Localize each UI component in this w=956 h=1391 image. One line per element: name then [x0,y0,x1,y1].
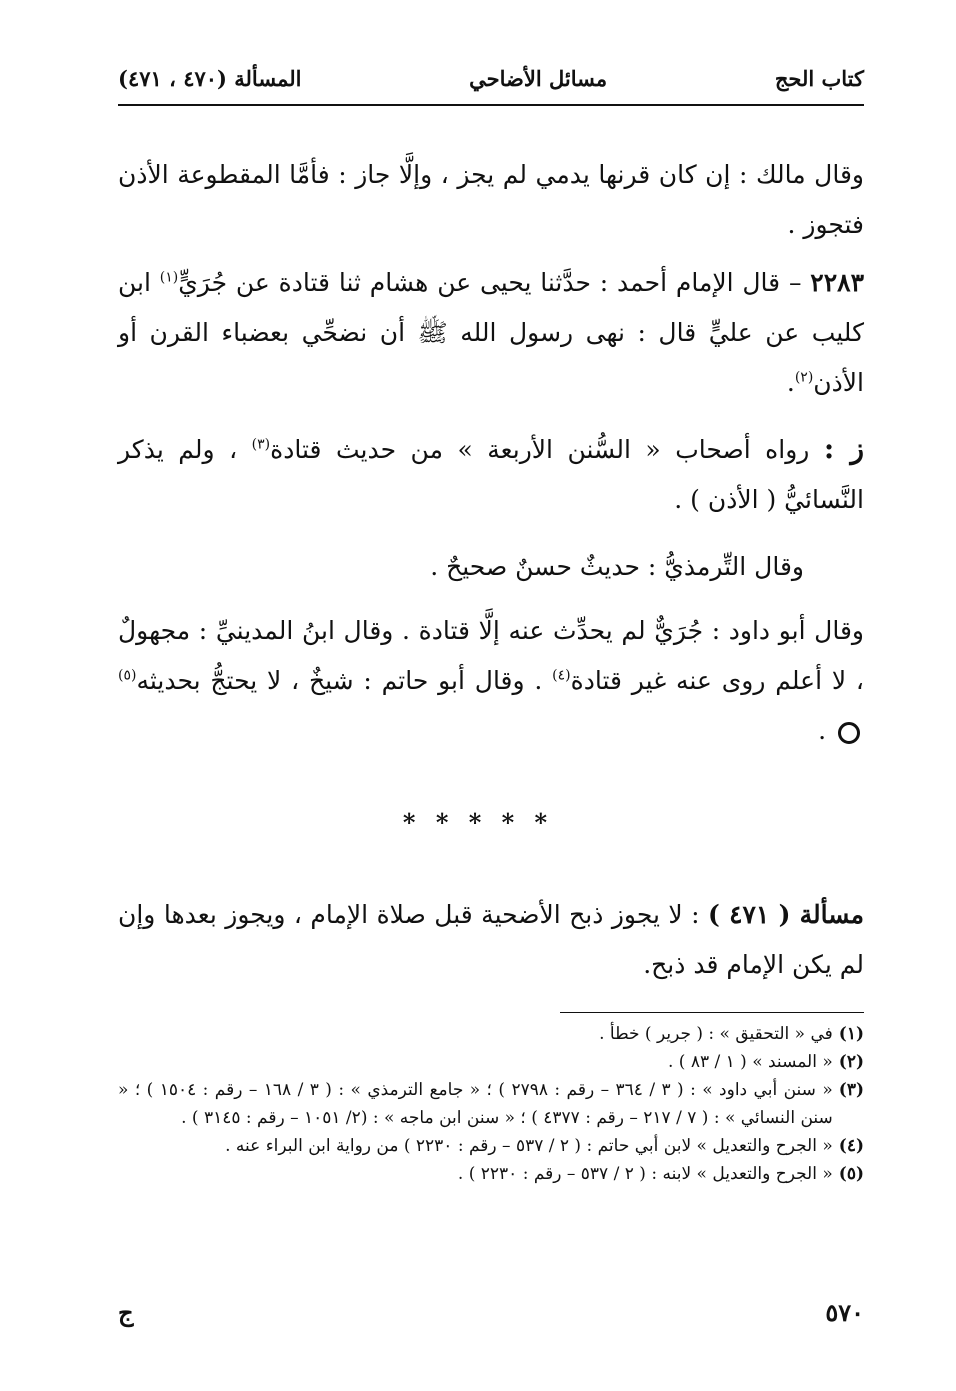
running-header [118,58,864,98]
page-number: ٥٧٠ [825,1298,864,1327]
issue-471 [118,890,864,990]
paragraph-text-part2: ، ولم يذكر النَّسائيُّ ( الأذن ) . [118,435,864,514]
footnote-item [118,1160,864,1188]
hadith-2283 [118,258,864,408]
footnote-item [118,1020,864,1048]
footnote-ref-2: (٢) [794,369,814,386]
paragraph-malik [118,150,864,250]
footnote-text: « المسند » ( ١ / ٨٣ ) . [667,1052,833,1072]
footnote-ref-1: (١) [159,269,179,286]
section-separator-stars: * * * * * [402,808,554,837]
footnote-ref-3: (٣) [251,436,271,453]
paragraph-text: وقال التِّرمذيُّ : حديثٌ حسنٌ صحيحٌ . [430,552,804,581]
issue-label: مسألة ( ٤٧١ ) [708,900,864,929]
paragraph-text-part1: وقال أبو داود : جُرَيٌّ لم يحدِّث عنه إلَّا قتادة . وقال ابنُ المدينيِّ : مجهولٌ ، لا أعلم روى عنه غير قتادة [118,616,864,695]
footnote-item [118,1076,864,1132]
footnote-item [118,1132,864,1160]
paragraph-text-part2: . وقال أبو حاتم : شيخٌ ، لا يحتجُّ بحديثه [136,666,553,695]
hadith-number: ٢٢٨٣ [810,268,864,297]
footnote-text: « الجرح والتعديل » لابنه : ( ٢ / ٥٣٧ – رقم : ٢٢٣٠ ) . [457,1164,833,1184]
page-footer [118,1298,864,1327]
hadith-text-part2: ابن كليب عن عليٍّ قال : نهى رسول الله ﷺ أن نضحِّي بعضباء القرن أو الأذن [118,268,864,397]
footnote-number: (٤) [838,1136,864,1156]
paragraph-tirmidhi [118,542,864,592]
footnote-divider [560,1012,864,1013]
paragraph-takhrij [118,424,864,525]
footnote-number: (١) [838,1024,864,1044]
footnote-text: في « التحقيق » : ( جرير ) خطأ . [599,1024,833,1044]
footnote-text: « الجرح والتعديل » لابن أبي حاتم : ( ٢ / ٥٣٧ – رقم : ٢٢٣٠ ) من رواية ابن البراء عنه . [225,1136,833,1156]
footnote-text: « سنن أبي داود » : ( ٣ / ٣٦٤ – رقم : ٢٧٩٨ ) ؛ « جامع الترمذي » : ( ٣ / ١٦٨ – رقم : ١٥٠٤ ) ؛ « سنن النسائي » : ( ٧ / ٢١٧ – رقم : ٤٣٧٧ ) ؛ « سنن ابن ماجه » : (٢/ ١٠٥١ – رقم : ٣١٤٥ ) . [118,1080,833,1128]
paragraph-text-part3: . [818,716,834,745]
end-circle-icon [838,722,860,744]
footnote-ref-5: (٥) [118,667,137,684]
paragraph-text: وقال مالك : إن كان قرنها يدمي لم يجز ، وإلَّا جاز : فأمَّا المقطوعة الأذن فتجوز . [118,160,864,239]
hadith-text-part1: – قال الإمام أحمد : حدَّثنا يحيى عن هشام ثنا قتادة عن جُرَيٍّ [178,268,811,297]
header-divider [118,104,864,106]
footnote-number: (٢) [838,1052,864,1072]
footnote-number: (٣) [838,1080,864,1100]
volume-signature: ج [118,1298,134,1327]
header-book-title: كتاب الحج [774,65,864,91]
paragraph-text-part1: رواه أصحاب « السُّنن الأربعة » من حديث قتادة [270,435,824,464]
zawaid-marker: ز : [823,432,864,465]
footnote-number: (٥) [838,1164,864,1184]
issue-text: : لا يجوز ذبح الأضحية قبل صلاة الإمام ، ويجوز بعدها وإن لم يكن الإمام قد ذبح. [118,900,864,979]
footnote-ref-4: (٤) [552,667,571,684]
header-issue-range: المسألة (٤٧٠ ، ٤٧١) [118,65,302,91]
footnotes [118,1020,864,1188]
paragraph-abu-dawud [118,606,864,756]
header-chapter-title: مسائل الأضاحي [469,65,608,91]
footnote-item [118,1048,864,1076]
hadith-text-part3: . [786,368,795,397]
